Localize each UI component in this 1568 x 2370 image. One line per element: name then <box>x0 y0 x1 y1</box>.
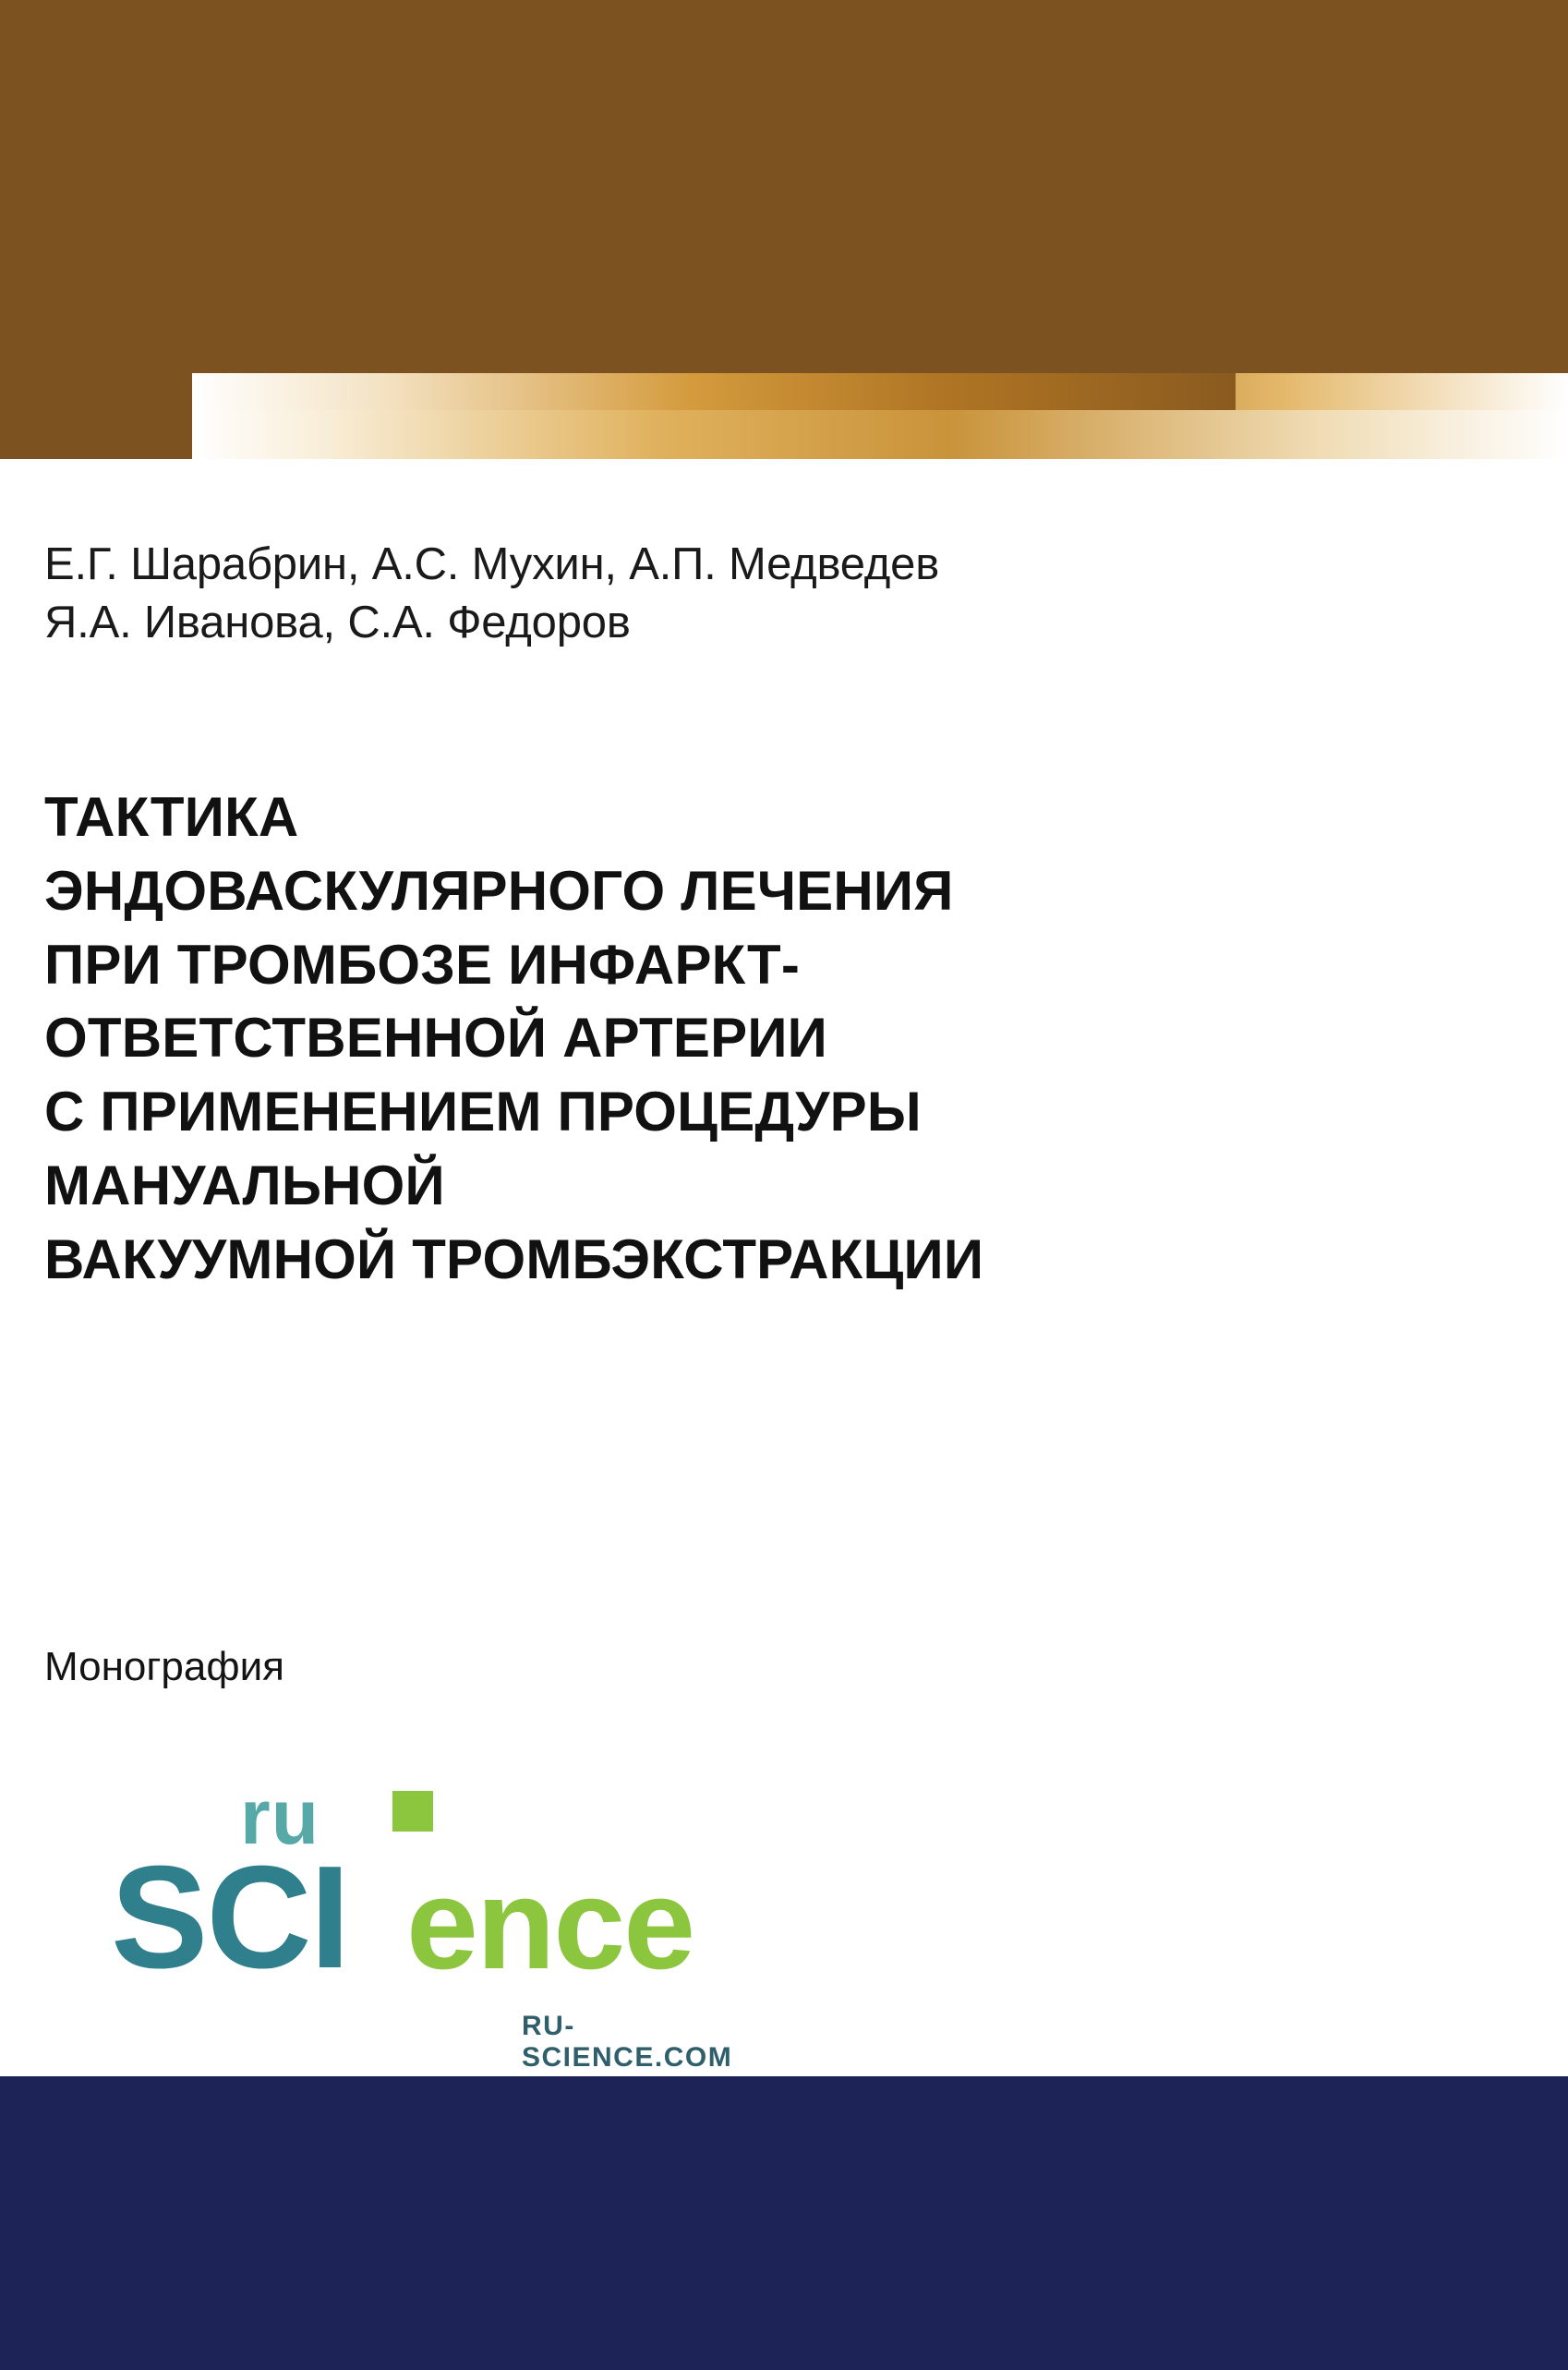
title-line-2: ЭНДОВАСКУЛЯРНОГО ЛЕЧЕНИЯ <box>44 859 954 922</box>
logo-sci-text: SCI <box>111 1836 349 1999</box>
book-title <box>44 780 1383 1297</box>
title-line-5: С ПРИМЕНЕНИЕМ ПРОЦЕДУРЫ <box>44 1081 922 1143</box>
title-line-4: ОТВЕТСТВЕННОЙ АРТЕРИИ <box>44 1007 827 1070</box>
title-line-7: ВАКУУМНОЙ ТРОМБЭКСТРАКЦИИ <box>44 1227 984 1290</box>
author-line-1: Е.Г. Шарабрин, А.С. Мухин, А.П. Медведев <box>44 539 940 589</box>
decorative-stripe-upper <box>192 373 1236 410</box>
title-line-3: ПРИ ТРОМБОЗЕ ИНФАРКТ- <box>44 933 801 996</box>
bottom-navy-band <box>0 2076 1568 2370</box>
authors-block <box>44 536 1485 651</box>
book-subtitle: Монография <box>44 1644 284 1689</box>
author-line-2: Я.А. Иванова, С.А. Федоров <box>44 597 631 647</box>
logo-green-square-icon <box>392 1791 433 1832</box>
logo-url-text: RU-SCIENCE.COM <box>522 2011 733 2073</box>
decorative-stripe-lower <box>192 410 1568 459</box>
top-brown-band <box>0 0 1568 459</box>
logo-ru-text: ru <box>240 1773 320 1860</box>
publisher-logo <box>102 1773 748 2073</box>
title-line-1: ТАКТИКА <box>44 786 299 848</box>
logo-ence-text: ence <box>406 1851 694 1996</box>
title-line-6: МАНУАЛЬНОЙ <box>44 1154 445 1216</box>
